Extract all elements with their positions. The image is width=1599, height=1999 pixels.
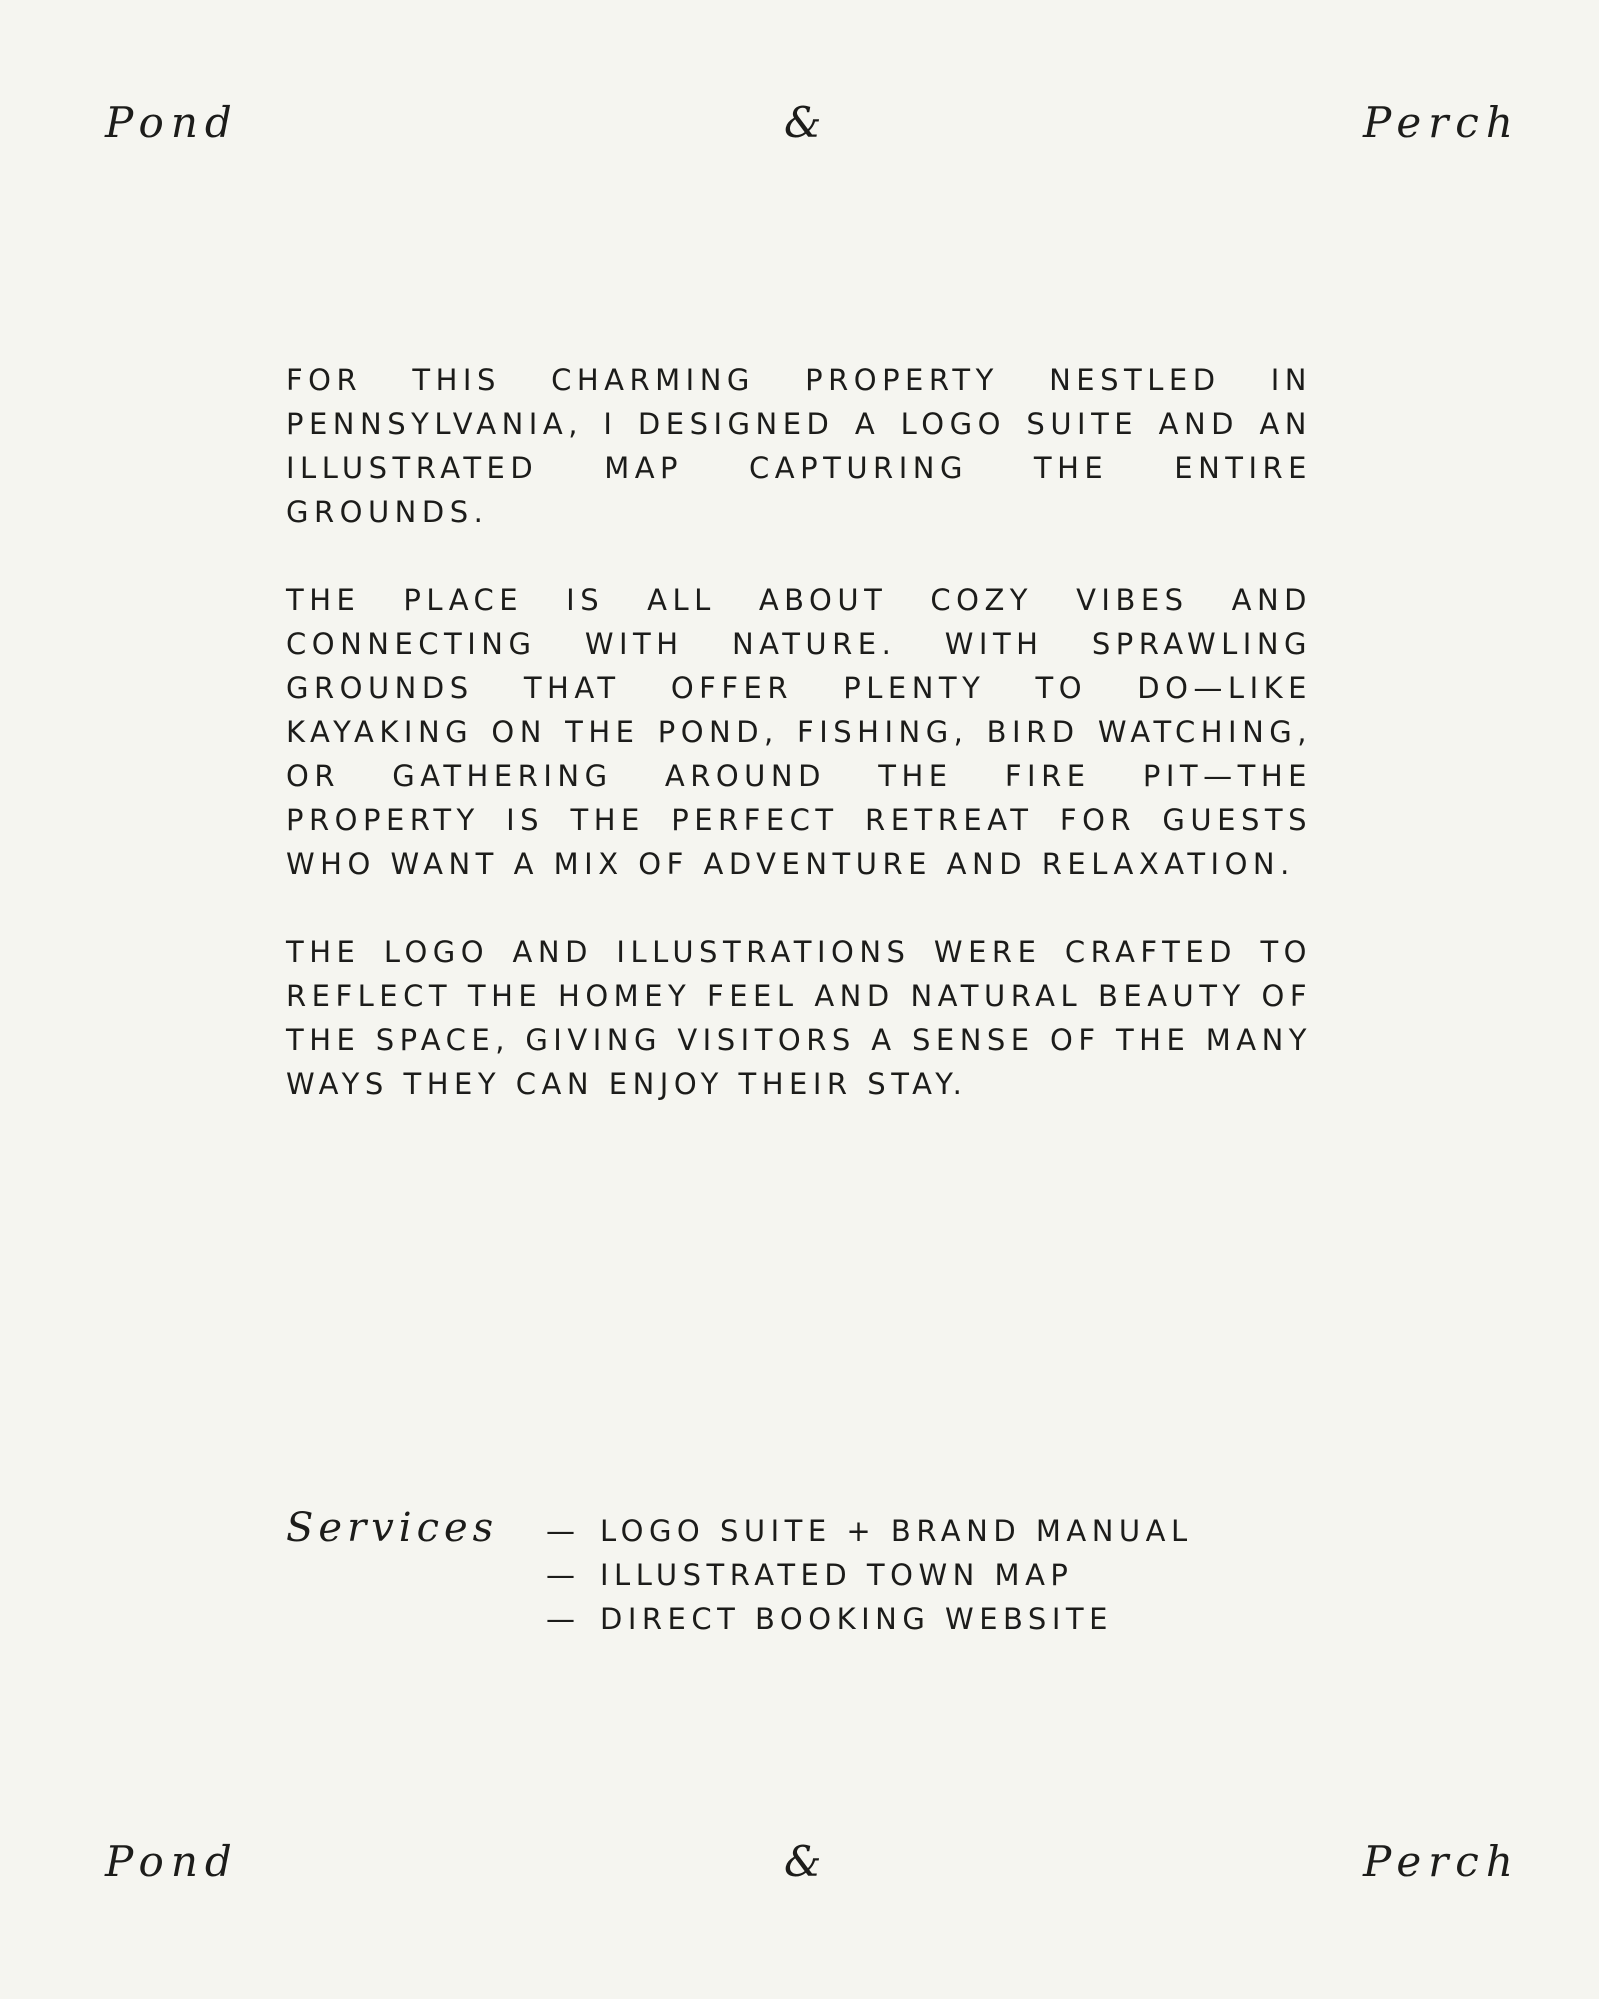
footer-wordmark-pond: Pond xyxy=(105,1837,239,1886)
intro-paragraph: FOR THIS CHARMING PROPERTY NESTLED IN PENNSYLVANIA, I DESIGNED A LOGO SUITE AND AN ILLUSTRATED MAP CAPTURING THE ENTIRE GROUNDS. xyxy=(286,363,1312,529)
design-paragraph: THE LOGO AND ILLUSTRATIONS WERE CRAFTED TO REFLECT THE HOMEY FEEL AND NATURAL BEAUTY OF THE SPACE, GIVING VISITORS A SENSE OF THE MANY WAYS THEY CAN ENJOY THEIR STAY. xyxy=(286,935,1312,1101)
service-item xyxy=(546,1509,1193,1553)
header-wordmark-perch: Perch xyxy=(1363,98,1520,147)
service-dash: — xyxy=(546,1514,581,1548)
services-list xyxy=(546,1509,1193,1641)
service-dash: — xyxy=(546,1602,581,1636)
footer-wordmark-perch: Perch xyxy=(1363,1837,1520,1886)
footer-wordmark-ampersand: & xyxy=(784,1837,829,1886)
header-wordmark-ampersand: & xyxy=(784,98,829,147)
project-description xyxy=(286,358,1312,1106)
service-booking-website: DIRECT BOOKING WEBSITE xyxy=(600,1602,1113,1636)
service-item xyxy=(546,1553,1193,1597)
services-label: Services xyxy=(286,1505,499,1551)
service-item xyxy=(546,1597,1193,1641)
service-dash: — xyxy=(546,1558,581,1592)
service-logo-suite: LOGO SUITE + BRAND MANUAL xyxy=(600,1514,1193,1548)
header-wordmark-pond: Pond xyxy=(105,98,239,147)
property-paragraph: THE PLACE IS ALL ABOUT COZY VIBES AND CONNECTING WITH NATURE. WITH SPRAWLING GROUNDS THAT OFFER PLENTY TO DO—LIKE KAYAKING ON THE POND, FISHING, BIRD WATCHING, OR GATHERING AROUND THE FIRE PIT—THE PROPERTY IS THE PERFECT RETREAT FOR GUESTS WHO WANT A MIX OF ADVENTURE AND RELAXATION. xyxy=(286,583,1312,881)
service-town-map: ILLUSTRATED TOWN MAP xyxy=(600,1558,1074,1592)
